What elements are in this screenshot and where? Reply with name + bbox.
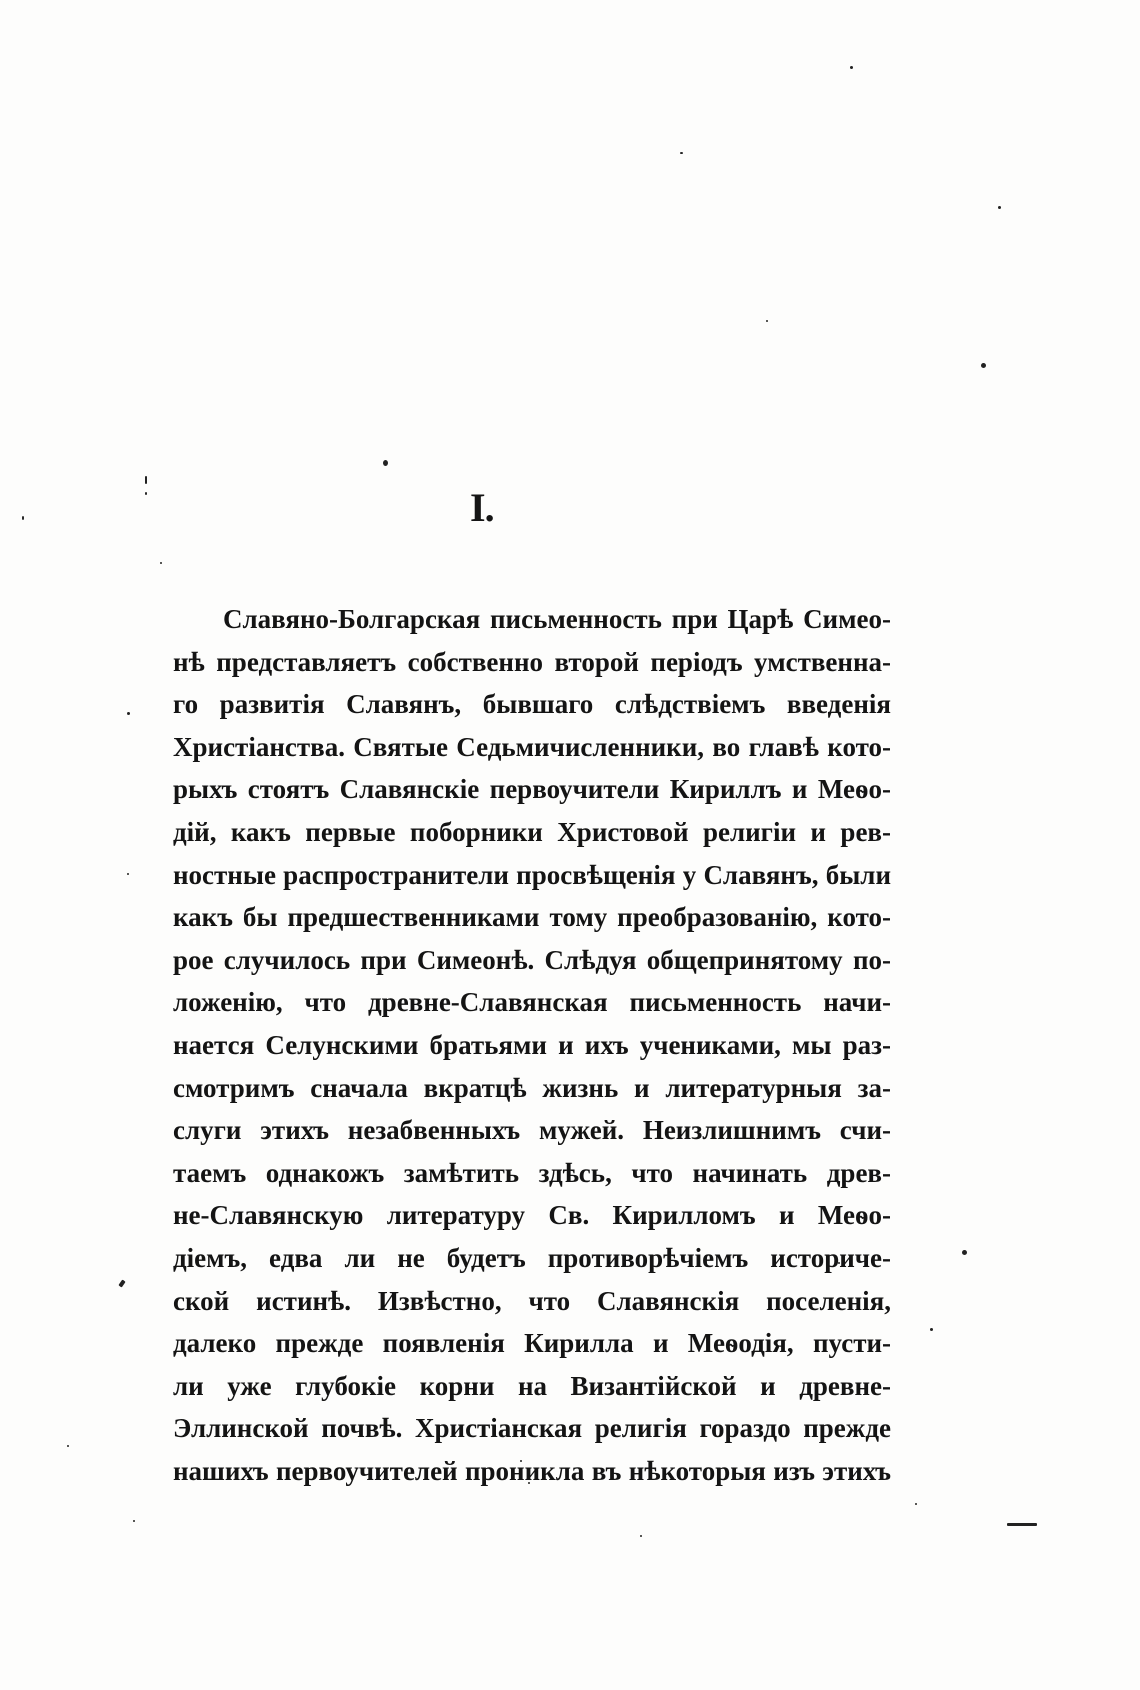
scan-speck [680, 152, 683, 154]
text-line: ложенію, что древне-Славянская письменность начи- [173, 987, 891, 1018]
text-line: какъ бы предшественниками тому преобразованію, кото- [173, 902, 891, 933]
text-line: ли уже глубокіе корни на Византійской и древне- [173, 1370, 891, 1401]
scan-speck [383, 460, 388, 466]
text-line: не-Славянскую литературу Св. Кирилломъ и Меѳо- [173, 1200, 891, 1231]
text-line: рыхъ стоятъ Славянскіе первоучители Кириллъ и Меѳо- [173, 774, 891, 805]
text-line: нѣ представляетъ собственно второй періодъ умственна- [173, 646, 891, 677]
text-line: Славяно-Болгарская письменность при Царѣ Симео- [223, 604, 891, 634]
scan-speck [981, 363, 986, 368]
text-line: ской истинѣ. Извѣстно, что Славянскія поселенія, [173, 1285, 891, 1316]
text-line: діемъ, едва ли не будетъ противорѣчіемъ историче- [173, 1242, 891, 1273]
scan-speck [160, 562, 162, 564]
scan-speck [930, 1328, 933, 1331]
body-text [173, 598, 891, 1492]
scan-speck [962, 1250, 967, 1255]
text-line: смотримъ сначала вкратцѣ жизнь и литературныя за- [173, 1072, 891, 1103]
scan-speck [22, 516, 24, 520]
text-line: дій, какъ первые поборники Христовой религіи и рев- [173, 816, 891, 847]
scan-speck [133, 1520, 135, 1522]
text-line: нается Селунскими братьями и ихъ учениками, мы раз- [173, 1029, 891, 1060]
scan-speck [145, 476, 147, 484]
scan-speck [766, 320, 768, 322]
scan-speck [67, 1445, 69, 1447]
text-line: далеко прежде появленія Кирилла и Меѳодія, пусти- [173, 1328, 891, 1359]
scan-speck [640, 1535, 642, 1537]
scan-speck [850, 66, 853, 69]
scan-speck [998, 206, 1001, 209]
scan-speck [1007, 1523, 1037, 1526]
text-line: таемъ однакожъ замѣтить здѣсь, что начинать древ- [173, 1157, 891, 1188]
text-line: ностные распространители просвѣщенія у Славянъ, были [173, 859, 891, 890]
scan-speck [118, 1279, 125, 1287]
text-line: го развитія Славянъ, бывшаго слѣдствіемъ введенія [173, 689, 891, 720]
text-line: рое случилось при Симеонѣ. Слѣдуя общепринятому по- [173, 944, 891, 975]
scan-speck [127, 873, 129, 875]
text-line: слуги этихъ незабвенныхъ мужей. Неизлишнимъ счи- [173, 1115, 891, 1146]
scan-speck [915, 1503, 917, 1505]
text-line: Христіанства. Святые Седьмичисленники, во главѣ кото- [173, 731, 891, 762]
scan-speck [145, 492, 147, 495]
chapter-heading: I. [470, 485, 494, 530]
scan-speck [127, 712, 130, 715]
text-line: Эллинской почвѣ. Христіанская религія гораздо прежде [173, 1413, 891, 1444]
text-line: нашихъ первоучителей проникла въ нѣкоторыя изъ этихъ [173, 1455, 891, 1486]
